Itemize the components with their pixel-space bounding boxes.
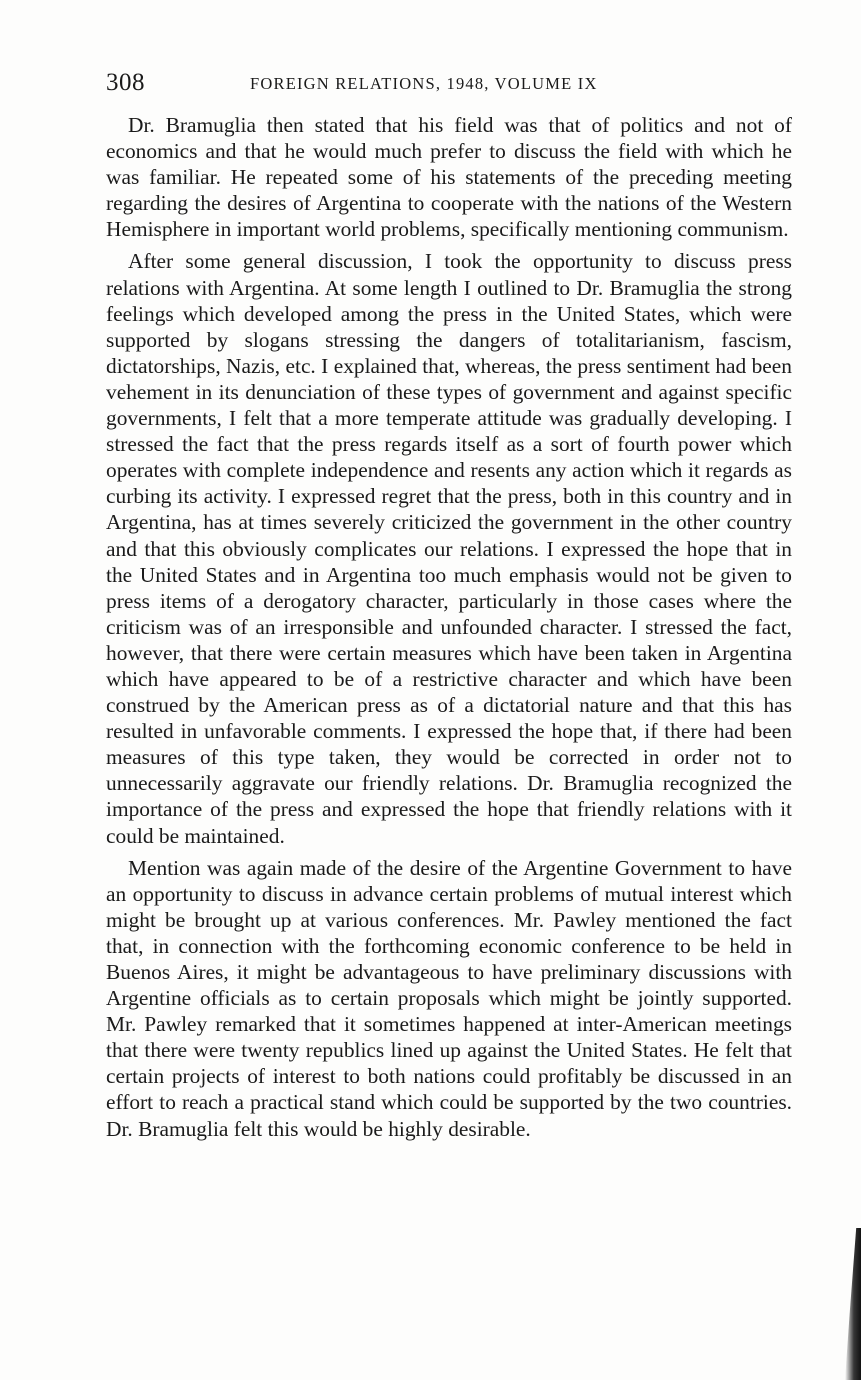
body-text — [106, 112, 792, 1148]
paragraph: Dr. Bramuglia then stated that his field was that of politics and not of economics and that he would much prefer to discuss the field with which he was familiar. He repeated some of his statements of the preceding meeting regarding the desires of Argentina to cooperate with the nations of the Western Hemisphere in important world problems, specifically mentioning communism. — [106, 113, 792, 242]
running-title: FOREIGN RELATIONS, 1948, VOLUME IX — [250, 74, 598, 93]
page-number: 308 — [106, 69, 145, 96]
running-head — [106, 66, 792, 100]
paragraph: Mention was again made of the desire of the Argentine Government to have an opportunity to discuss in advance certain problems of mutual interest which might be brought up at various conferences. Mr. Pawley mentioned the fact that, in connection with the forthcoming economic conference to be held in Buenos Aires, it might be advantageous to have preliminary discussions with Argentine officials as to certain proposals which might be jointly supported. Mr. Pawley remarked that it sometimes happened at inter-American meetings that there were twenty republics lined up against the United States. He felt that certain projects of interest to both nations could profitably be discussed in an effort to reach a practical stand which could be supported by the two countries. Dr. Bramuglia felt this would be highly desirable. — [106, 855, 792, 1141]
scan-edge-shadow — [845, 1228, 861, 1380]
paragraph: After some general discussion, I took the opportunity to discuss press relations with Argentina. At some length I outlined to Dr. Bramuglia the strong feelings which developed among the press in the United States, which were supported by slogans stressing the dangers of totalitarianism, fascism, dictatorships, Nazis, etc. I explained that, whereas, the press sentiment had been vehement in its denunciation of these types of government and against specific governments, I felt that a more temperate attitude was gradually developing. I stressed the fact that the press regards itself as a sort of fourth power which operates with complete independence and resents any action which it regards as curbing its activity. I expressed regret that the press, both in this country and in Argentina, has at times severely criticized the government in the other country and that this obviously complicates our relations. I expressed the hope that in the United States and in Argentina too much emphasis would not be given to press items of a derogatory character, particularly in those cases where the criticism was of an irresponsible and unfounded character. I stressed the fact, however, that there were certain measures which have been taken in Argentina which have appeared to be of a restrictive character and which have been construed by the American press as of a dictatorial nature and that this has resulted in unfavorable comments. I expressed the hope that, if there had been measures of this type taken, they would be corrected in order not to unnecessarily aggravate our friendly relations. Dr. Bramuglia recognized the importance of the press and expressed the hope that friendly relations with it could be maintained. — [106, 249, 792, 848]
